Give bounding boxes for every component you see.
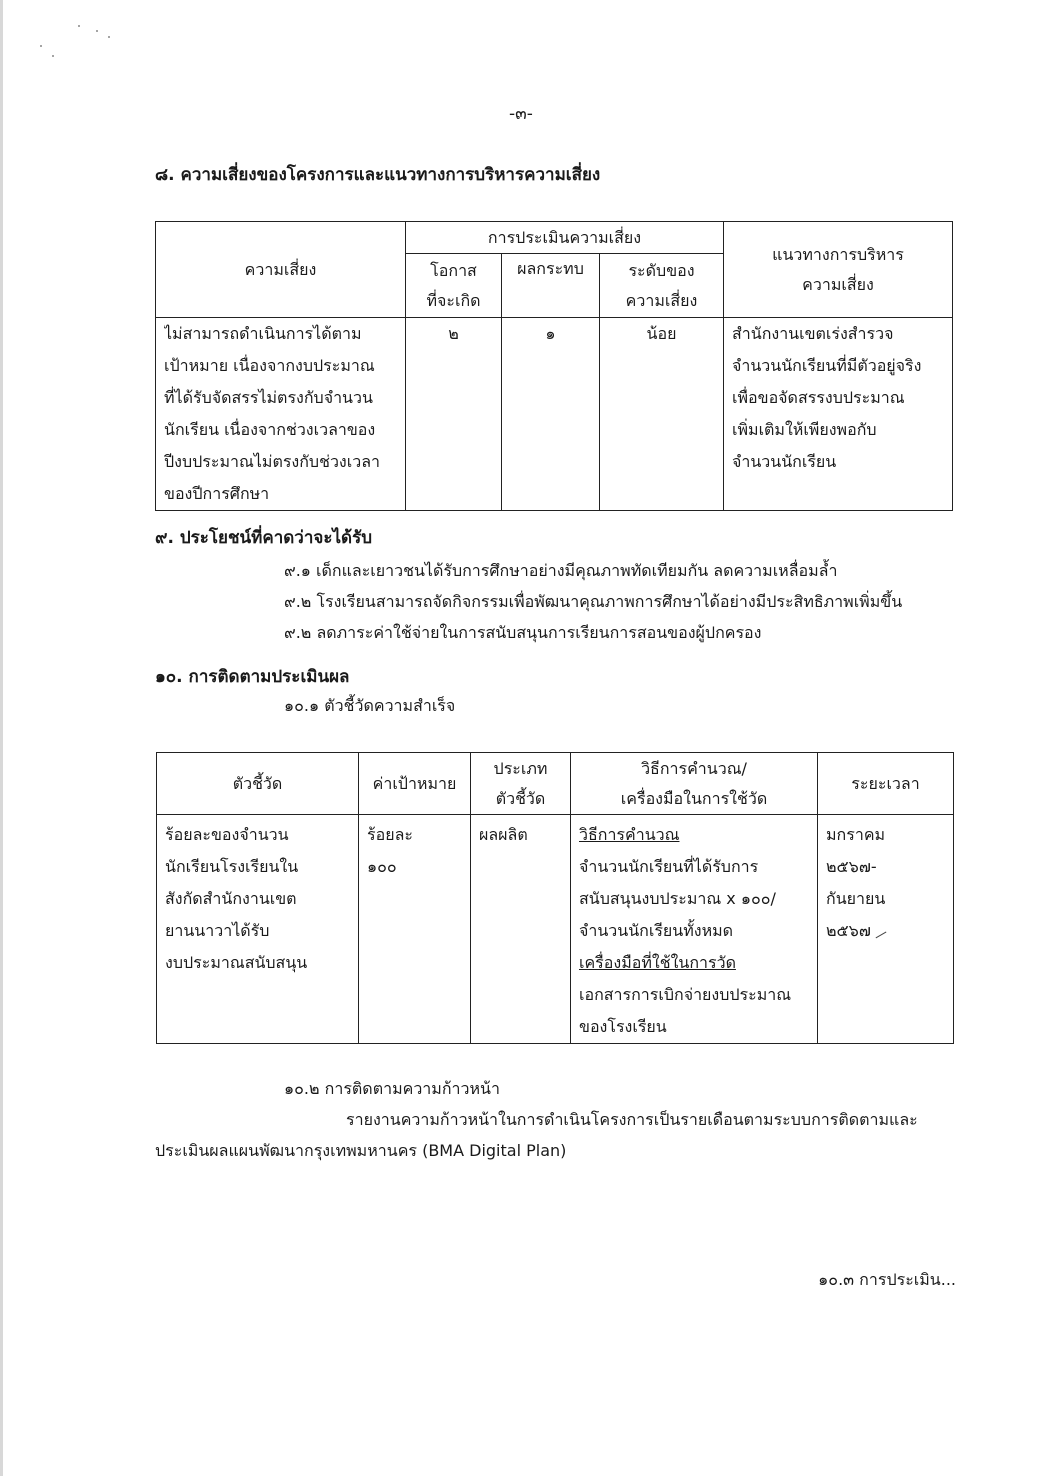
method-label: วิธีการคำนวณ	[579, 825, 680, 844]
section10-heading: ๑๐. การติดตามประเมินผล	[155, 667, 350, 687]
risk-cell-management: สำนักงานเขตเร่งสำรวจ จำนวนนักเรียนที่มีตัวอยู่จริง เพื่อขอจัดสรรงบประมาณ เพิ่มเติมให้เพียงพอกับ จำนวนนักเรียน	[724, 318, 953, 511]
risk-cell-risk: ไม่สามารถดำเนินการได้ตาม เป้าหมาย เนื่องจากงบประมาณ ที่ได้รับจัดสรรไม่ตรงกับจำนวน นักเรียน เนื่องจากช่วงเวลาของ ปีงบประมาณไม่ตรงกับช่วงเวลา ของปีการศึกษา	[156, 318, 406, 511]
page-edge	[0, 0, 3, 1476]
table-row	[157, 815, 954, 1044]
indicator-cell-period: มกราคม ๒๕๖๗- กันยายน ๒๕๖๗	[818, 815, 954, 1044]
scan-speck	[40, 45, 42, 47]
risk-header-risk: ความเสี่ยง	[156, 222, 406, 318]
indicator-cell-target: ร้อยละ ๑๐๐	[359, 815, 471, 1044]
continuation-note: ๑๐.๓ การประเมิน...	[818, 1270, 956, 1289]
risk-cell-impact: ๑	[502, 318, 600, 511]
risk-header-management: แนวทางการบริหาร ความเสี่ยง	[724, 222, 953, 318]
risk-header-impact: ผลกระทบ	[502, 254, 600, 318]
benefit-item-1: ๙.๑ เด็กและเยาวชนได้รับการศึกษาอย่างมีคุณภาพทัดเทียมกัน ลดความเหลื่อมล้ำ	[284, 561, 838, 580]
indicator-cell-method: วิธีการคำนวณ จำนวนนักเรียนที่ได้รับการ สนับสนุนงบประมาณ x ๑๐๐/ จำนวนนักเรียนทั้งหมด เครื่องมือที่ใช้ในการวัด เอกสารการเบิกจ่ายงบประมาณ ของโรงเรียน	[571, 815, 818, 1044]
page-number: -๓-	[509, 104, 533, 124]
progress-report-line-1: รายงานความก้าวหน้าในการดำเนินโครงการเป็นรายเดือนตามระบบการติดตามและ	[346, 1110, 918, 1129]
indicator-cell-indicator: ร้อยละของจำนวน นักเรียนโรงเรียนใน สังกัดสำนักงานเขต ยานนาวาได้รับ งบประมาณสนับสนุน	[157, 815, 359, 1044]
subsection-10-2-title: ๑๐.๒ การติดตามความก้าวหน้า	[284, 1079, 500, 1098]
indicator-header-method: วิธีการคำนวณ/ เครื่องมือในการใช้วัด	[571, 753, 818, 815]
risk-cell-chance: ๒	[406, 318, 502, 511]
scan-speck	[108, 36, 110, 38]
progress-report-line-2: ประเมินผลแผนพัฒนากรุงเทพมหานคร (BMA Digital Plan)	[155, 1141, 567, 1160]
risk-cell-level: น้อย	[600, 318, 724, 511]
risk-header-assessment: การประเมินความเสี่ยง	[406, 222, 724, 254]
risk-table	[155, 221, 953, 511]
section8-heading: ๘. ความเสี่ยงของโครงการและแนวทางการบริหารความเสี่ยง	[155, 165, 601, 185]
indicator-header-type: ประเภท ตัวชี้วัด	[471, 753, 571, 815]
scan-speck	[96, 30, 98, 32]
tool-label: เครื่องมือที่ใช้ในการวัด	[579, 953, 736, 972]
indicator-table	[156, 752, 954, 1044]
risk-header-level: ระดับของ ความเสี่ยง	[600, 254, 724, 318]
indicator-header-indicator: ตัวชี้วัด	[157, 753, 359, 815]
pen-mark	[871, 925, 886, 939]
table-row	[156, 318, 953, 511]
benefit-item-2: ๙.๒ โรงเรียนสามารถจัดกิจกรรมเพื่อพัฒนาคุณภาพการศึกษาได้อย่างมีประสิทธิภาพเพิ่มขึ้น	[284, 592, 903, 611]
scan-speck	[52, 55, 54, 57]
risk-header-chance: โอกาส ที่จะเกิด	[406, 254, 502, 318]
subsection-10-1-title: ๑๐.๑ ตัวชี้วัดความสำเร็จ	[284, 696, 456, 715]
scan-speck	[78, 25, 80, 27]
indicator-header-target: ค่าเป้าหมาย	[359, 753, 471, 815]
section9-heading: ๙. ประโยชน์ที่คาดว่าจะได้รับ	[155, 528, 372, 548]
benefit-item-3: ๙.๒ ลดภาระค่าใช้จ่ายในการสนับสนุนการเรียนการสอนของผู้ปกครอง	[284, 623, 762, 642]
indicator-header-period: ระยะเวลา	[818, 753, 954, 815]
indicator-cell-type: ผลผลิต	[471, 815, 571, 1044]
